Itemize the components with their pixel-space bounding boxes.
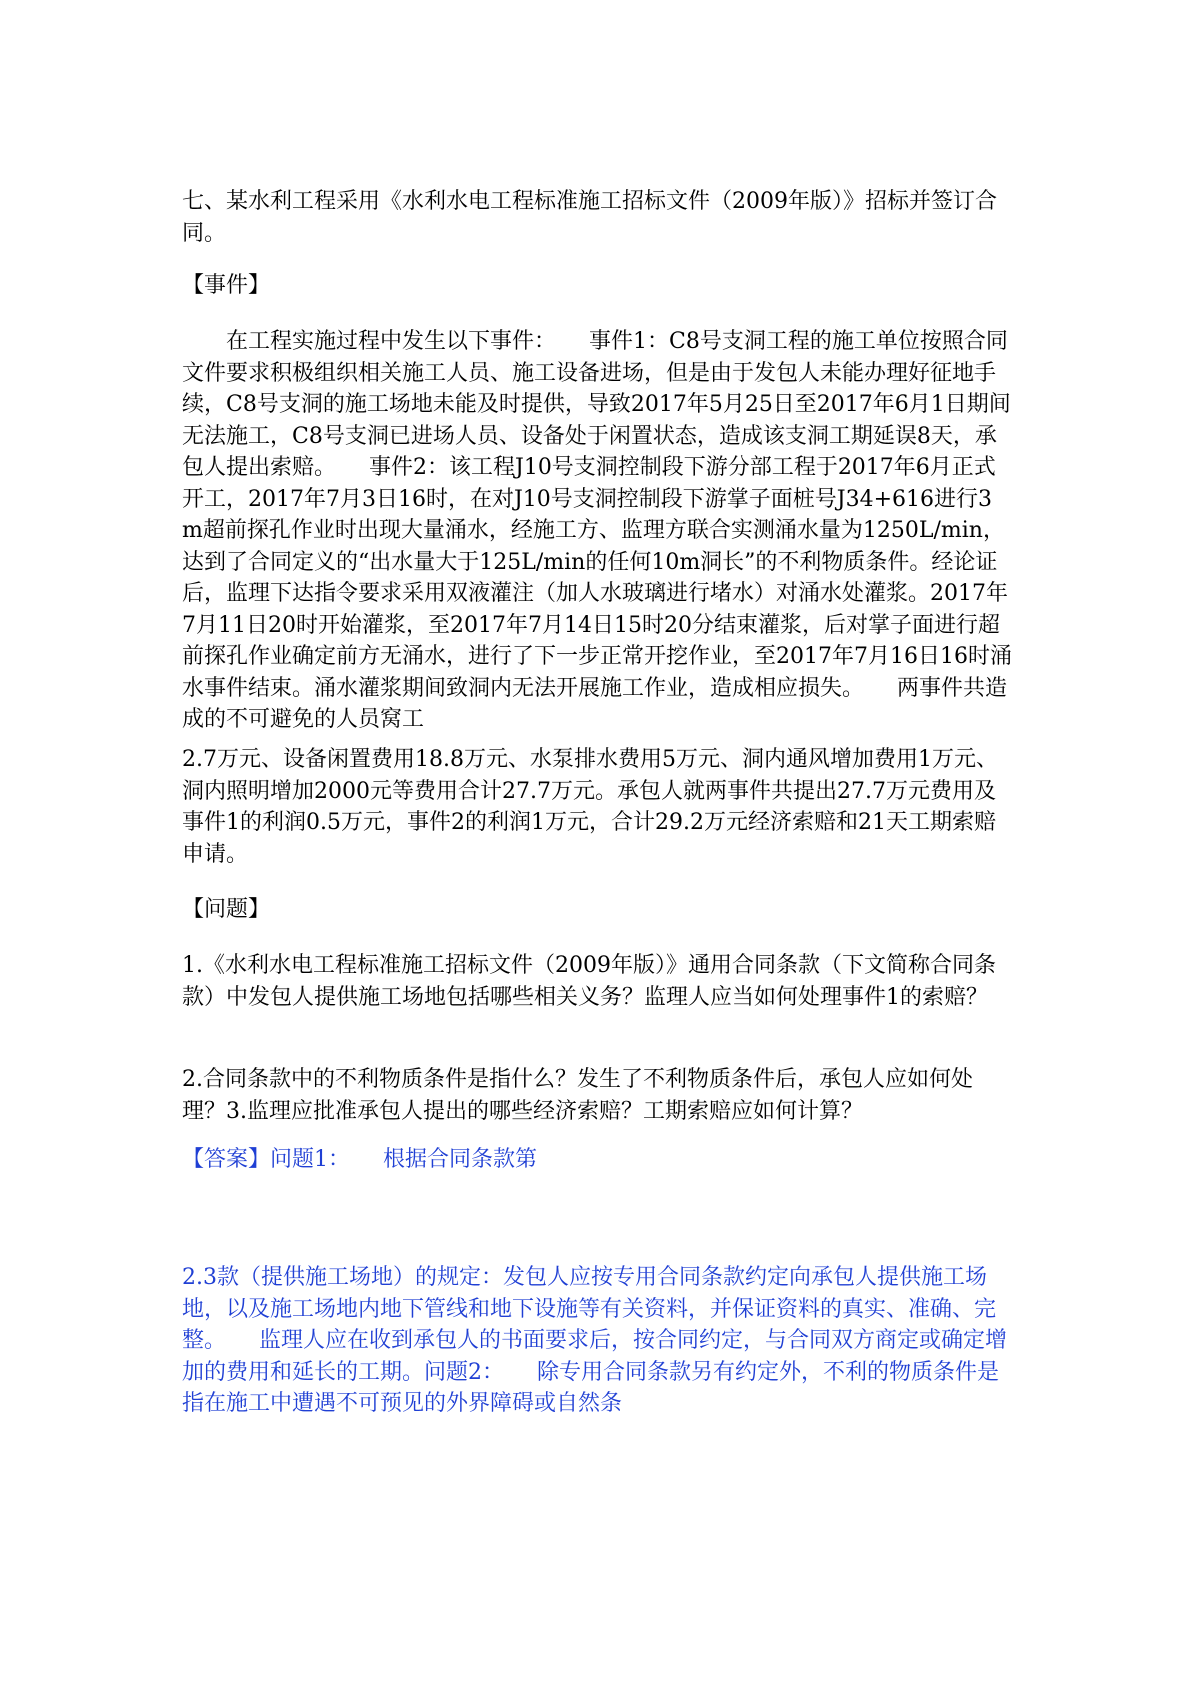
answer-lead: 【答案】问题1： 根据合同条款第	[182, 1147, 537, 1172]
events-heading: 【事件】	[182, 273, 271, 298]
events-paragraph: 在工程实施过程中发生以下事件： 事件1：C8号支洞工程的施工单位按照合同文件要求积极组织相关施工人员、施工设备进场，但是由于发包人未能办理好征地手续，C8号支洞的施工场地未能及时提供，导致2017年5月25日至2017年6月1日期间无法施工，C8号支洞已进场人员、设备处于闲置状态，造成该支洞工期延误8天，承包人提出索赔。 事件2：该工程J10号支洞控制段下游分部工程于2017年6月正式开工，2017年7月3日16时，在对J10号支洞控制段下游掌子面桩号J34+616进行3m超前探孔作业时出现大量涌水，经施工方、监理方联合实测涌水量为1250L/min，达到了合同定义的“出水量大于125L/min的任何10m洞长”的不利物质条件。经论证后，监理下达指令要求采用双液灌注（加人水玻璃进行堵水）对涌水处灌浆。2017年7月11日20时开始灌浆，至2017年7月14日15时20分结束灌浆，后对掌子面进行超前探孔作业确定前方无涌水，进行了下一步正常开挖作业，至2017年7月16日16时涌水事件结束。涌水灌浆期间致洞内无法开展施工作业，造成相应损失。 两事件共造成的不可避免的人员窝工	[182, 329, 1012, 732]
question-2-3-paragraph: 2.合同条款中的不利物质条件是指什么？发生了不利物质条件后，承包人应如何处理？3.监理应批准承包人提出的哪些经济索赔？工期索赔应如何计算？	[182, 1067, 973, 1124]
question-1-paragraph: 1.《水利水电工程标准施工招标文件（2009年版）》通用合同条款（下文简称合同条款）中发包人提供施工场地包括哪些相关义务？监理人应当如何处理事件1的索赔？	[182, 953, 996, 1010]
costs-paragraph: 2.7万元、设备闲置费用18.8万元、水泵排水费用5万元、洞内通风增加费用1万元、洞内照明增加2000元等费用合计27.7万元。承包人就两事件共提出27.7万元费用及事件1的利润0.5万元，事件2的利润1万元，合计29.2万元经济索赔和21天工期索赔申请。	[182, 747, 998, 867]
intro-paragraph: 七、某水利工程采用《水利水电工程标准施工招标文件（2009年版）》招标并签订合同。	[182, 189, 997, 246]
questions-heading: 【问题】	[182, 897, 271, 922]
answer-paragraph: 2.3款（提供施工场地）的规定：发包人应按专用合同条款约定向承包人提供施工场地，以及施工场地内地下管线和地下设施等有关资料，并保证资料的真实、准确、完整。 监理人应在收到承包人的书面要求后，按合同约定，与合同双方商定或确定增加的费用和延长的工期。问题2： 除专用合同条款另有约定外，不利的物质条件是指在施工中遭遇不可预见的外界障碍或自然条	[182, 1265, 1008, 1416]
